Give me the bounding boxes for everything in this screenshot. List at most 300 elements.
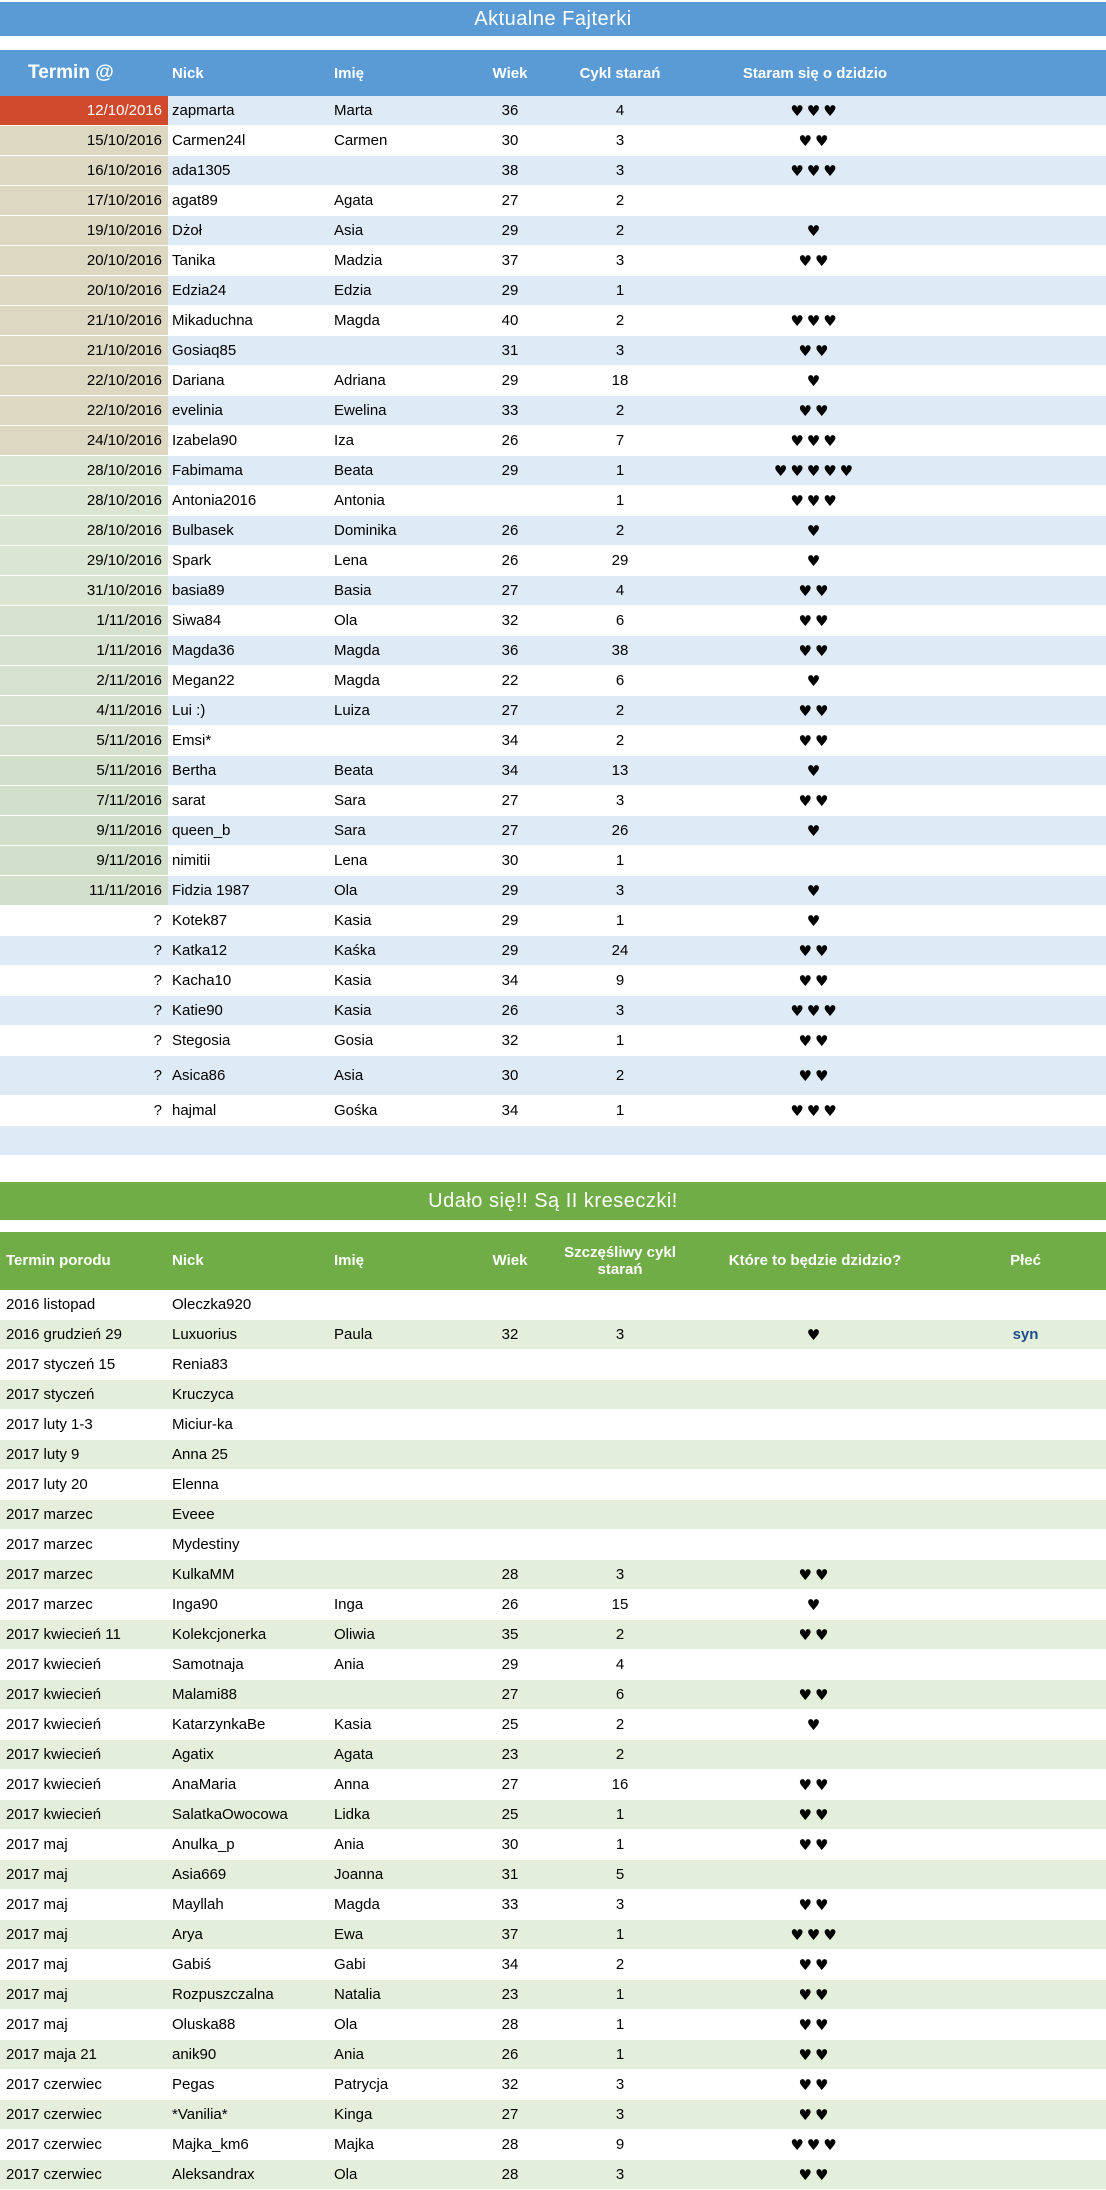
- heart-icons: ♥♥♥: [790, 1925, 840, 1944]
- column-header-plec: Płeć: [1010, 1252, 1041, 1270]
- imie-cell: Edzia: [334, 282, 372, 299]
- wiek-cell: 28: [501, 2136, 519, 2153]
- success-table-body: [0, 1290, 1106, 2190]
- wiek-cell: [465, 1530, 555, 1559]
- cykl-cell: 16: [611, 1776, 629, 1793]
- wiek-cell: 27: [501, 702, 519, 719]
- imie-cell: Magda: [334, 672, 380, 689]
- termin-cell: 2017 marzec: [6, 1506, 93, 1523]
- imie-cell: Lena: [334, 852, 368, 869]
- cykl-cell: 1: [615, 1986, 625, 2003]
- heart-icons: [685, 1126, 945, 1155]
- wiek-cell: 27: [501, 192, 519, 209]
- heart-icons: ♥♥♥♥♥: [773, 461, 857, 480]
- heart-icons: ♥♥: [798, 791, 832, 810]
- plec-cell: [945, 1590, 1106, 1619]
- column-header-szczesliwy-cykl: Szczęśliwy cykl starań: [564, 1243, 676, 1278]
- wiek-cell: 28: [501, 1566, 519, 1583]
- nick-cell: Katka12: [172, 942, 228, 959]
- success-title: Udało się!! Są II kreseczki!: [428, 1189, 678, 1212]
- plec-cell: [945, 1500, 1106, 1529]
- filler-cell: [945, 186, 1106, 215]
- heart-icons: ♥♥: [798, 341, 832, 360]
- success-row: [0, 2010, 1106, 2040]
- cykl-cell: [555, 1410, 685, 1439]
- filler-cell: [945, 1026, 1106, 1055]
- success-row: [0, 2130, 1106, 2160]
- column-header-hearts: Staram się o dzidzio: [742, 64, 888, 82]
- success-row: [0, 1440, 1106, 1470]
- wiek-cell: 40: [501, 312, 519, 329]
- wiek-cell: [465, 1350, 555, 1379]
- fighters-row: [0, 306, 1106, 336]
- success-row: [0, 1950, 1106, 1980]
- nick-cell: [168, 1126, 330, 1155]
- heart-icons: ♥♥: [798, 2045, 832, 2064]
- heart-icons: ♥♥♥: [790, 161, 840, 180]
- wiek-cell: [465, 1380, 555, 1409]
- heart-icons: ♥♥: [798, 1625, 832, 1644]
- imie-cell: Magda: [334, 312, 380, 329]
- wiek-cell: 29: [501, 912, 519, 929]
- plec-cell: [945, 1290, 1106, 1319]
- imie-cell: Joanna: [334, 1866, 384, 1883]
- filler-cell: [945, 966, 1106, 995]
- termin-cell: 1/11/2016: [0, 636, 168, 665]
- wiek-cell: 32: [501, 1326, 519, 1343]
- cykl-cell: 13: [611, 762, 629, 779]
- wiek-cell: 36: [501, 642, 519, 659]
- imie-cell: Marta: [334, 102, 373, 119]
- imie-cell: Basia: [334, 582, 372, 599]
- fighters-row: [0, 246, 1106, 276]
- termin-cell: 2017 maj: [6, 1956, 68, 1973]
- success-row: [0, 1710, 1106, 1740]
- termin-cell: 21/10/2016: [0, 336, 168, 365]
- nick-cell: Dariana: [172, 372, 225, 389]
- heart-icons: [685, 846, 945, 875]
- wiek-cell: 32: [501, 2076, 519, 2093]
- plec-cell: [945, 2100, 1106, 2129]
- cykl-cell: 2: [615, 1067, 625, 1084]
- success-row: [0, 1350, 1106, 1380]
- imie-cell: Agata: [334, 192, 374, 209]
- termin-cell: 2017 kwiecień: [6, 1806, 102, 1823]
- filler-cell: [945, 576, 1106, 605]
- plec-cell: [945, 1710, 1106, 1739]
- heart-icons: ♥♥♥: [790, 491, 840, 510]
- heart-icons: ♥: [806, 881, 824, 900]
- imie-cell: Gabi: [334, 1956, 366, 1973]
- success-row: [0, 1590, 1106, 1620]
- heart-icons: ♥: [806, 371, 824, 390]
- success-row: [0, 1920, 1106, 1950]
- fighters-row: [0, 606, 1106, 636]
- filler-cell: [945, 276, 1106, 305]
- imie-cell: Kasia: [334, 912, 372, 929]
- wiek-cell: 26: [501, 1596, 519, 1613]
- cykl-cell: 1: [615, 2046, 625, 2063]
- heart-icons: ♥: [806, 1715, 824, 1734]
- termin-cell: 2017 maj: [6, 1836, 68, 1853]
- imie-cell: Iza: [334, 432, 355, 449]
- termin-cell: ?: [153, 912, 162, 929]
- imie-cell: Kaśka: [334, 942, 376, 959]
- filler-cell: [945, 756, 1106, 785]
- success-row: [0, 1800, 1106, 1830]
- column-header-cykl: Cykl starań: [579, 64, 661, 82]
- nick-cell: Megan22: [172, 672, 235, 689]
- nick-cell: Arya: [172, 1926, 203, 1943]
- heart-icons: ♥: [806, 221, 824, 240]
- nick-cell: Tanika: [172, 252, 216, 269]
- heart-icons: ♥♥: [798, 131, 832, 150]
- plec-cell: [945, 1440, 1106, 1469]
- gap: [0, 36, 1106, 50]
- success-row: [0, 1770, 1106, 1800]
- filler-cell: [945, 336, 1106, 365]
- wiek-cell: 29: [501, 282, 519, 299]
- imie-cell: Asia: [334, 222, 364, 239]
- termin-cell: 2016 grudzień 29: [6, 1326, 122, 1343]
- heart-icons: ♥: [806, 911, 824, 930]
- cykl-cell: 3: [615, 1566, 625, 1583]
- imie-cell: Gosia: [334, 1032, 374, 1049]
- termin-cell: ?: [153, 1002, 162, 1019]
- filler-cell: [945, 786, 1106, 815]
- cykl-cell: 6: [615, 672, 625, 689]
- plec-cell: [945, 1920, 1106, 1949]
- nick-cell: Izabela90: [172, 432, 238, 449]
- fighters-row: [0, 966, 1106, 996]
- imie-cell: Ania: [334, 1836, 365, 1853]
- imie-cell: Adriana: [334, 372, 386, 389]
- imie-cell: Gośka: [334, 1102, 378, 1119]
- termin-cell: 15/10/2016: [0, 126, 168, 155]
- wiek-cell: [465, 1290, 555, 1319]
- heart-icons: ♥♥: [798, 731, 832, 750]
- success-row: [0, 1980, 1106, 2010]
- nick-cell: Emsi*: [172, 732, 212, 749]
- wiek-cell: 29: [501, 882, 519, 899]
- column-header-imie: Imię: [334, 64, 365, 82]
- nick-cell: nimitii: [172, 852, 211, 869]
- cykl-cell: 3: [615, 342, 625, 359]
- imie-cell: Majka: [334, 2136, 375, 2153]
- plec-cell: syn: [1012, 1326, 1039, 1343]
- success-row: [0, 2100, 1106, 2130]
- filler-cell: [945, 906, 1106, 935]
- termin-cell: 2017 maj: [6, 1926, 68, 1943]
- nick-cell: Siwa84: [172, 612, 222, 629]
- wiek-cell: 31: [501, 1866, 519, 1883]
- termin-cell: 2017 czerwiec: [6, 2106, 102, 2123]
- fighters-title-banner: [0, 2, 1106, 36]
- column-header-nick: Nick: [172, 64, 204, 82]
- cykl-cell: [555, 1350, 685, 1379]
- termin-cell: 9/11/2016: [0, 816, 168, 845]
- heart-icons: ♥♥: [798, 641, 832, 660]
- heart-icons: ♥♥♥: [790, 1101, 840, 1120]
- cykl-cell: 6: [615, 1686, 625, 1703]
- nick-cell: Mikaduchna: [172, 312, 253, 329]
- imie-cell: Anna: [334, 1776, 370, 1793]
- heart-icons: ♥♥: [798, 2075, 832, 2094]
- imie-cell: Ola: [334, 2016, 358, 2033]
- heart-icons: ♥: [806, 821, 824, 840]
- wiek-cell: 23: [501, 1986, 519, 2003]
- imie-cell: Paula: [334, 1326, 373, 1343]
- plec-cell: [945, 1950, 1106, 1979]
- filler-cell: [945, 486, 1106, 515]
- cykl-cell: 3: [615, 2106, 625, 2123]
- imie-cell: Lena: [334, 552, 368, 569]
- nick-cell: Stegosia: [172, 1032, 231, 1049]
- cykl-cell: [555, 1530, 685, 1559]
- nick-cell: Kotek87: [172, 912, 228, 929]
- wiek-cell: [465, 1410, 555, 1439]
- fighters-row: [0, 186, 1106, 216]
- imie-cell: Ola: [334, 612, 358, 629]
- cykl-cell: 1: [615, 1102, 625, 1119]
- cykl-cell: 29: [611, 552, 629, 569]
- plec-cell: [945, 1530, 1106, 1559]
- nick-cell: Pegas: [172, 2076, 215, 2093]
- termin-cell: 2017 luty 9: [6, 1446, 80, 1463]
- plec-cell: [945, 1350, 1106, 1379]
- fighters-row: [0, 96, 1106, 126]
- wiek-cell: 23: [501, 1746, 519, 1763]
- wiek-cell: 28: [501, 2016, 519, 2033]
- plec-cell: [945, 2040, 1106, 2069]
- cykl-cell: [555, 1500, 685, 1529]
- wiek-cell: 27: [501, 582, 519, 599]
- filler-cell: [945, 936, 1106, 965]
- wiek-cell: 27: [501, 1686, 519, 1703]
- spreadsheet: [0, 2, 1106, 2190]
- cykl-cell: 3: [615, 252, 625, 269]
- imie-cell: Ania: [334, 1656, 365, 1673]
- imie-cell: [330, 1290, 465, 1319]
- heart-icons: ♥: [806, 521, 824, 540]
- wiek-cell: 30: [501, 132, 519, 149]
- nick-cell: Asica86: [172, 1067, 226, 1084]
- imie-cell: Agata: [334, 1746, 374, 1763]
- success-row: [0, 1650, 1106, 1680]
- column-header-termin: Termin @: [28, 62, 114, 83]
- success-row: [0, 1890, 1106, 1920]
- filler-cell: [945, 516, 1106, 545]
- termin-cell: 2017 maj: [6, 2016, 68, 2033]
- cykl-cell: 3: [615, 132, 625, 149]
- heart-icons: ♥♥: [798, 1835, 832, 1854]
- nick-cell: Magda36: [172, 642, 235, 659]
- termin-cell: 4/11/2016: [0, 696, 168, 725]
- filler-cell: [945, 1096, 1106, 1125]
- termin-cell: 7/11/2016: [0, 786, 168, 815]
- wiek-cell: 28: [501, 2166, 519, 2183]
- nick-cell: Antonia2016: [172, 492, 257, 509]
- termin-cell: ?: [153, 942, 162, 959]
- nick-cell: hajmal: [172, 1102, 217, 1119]
- plec-cell: [945, 1620, 1106, 1649]
- filler-cell: [945, 996, 1106, 1025]
- heart-icons: ♥♥♥: [790, 101, 840, 120]
- cykl-cell: 1: [615, 912, 625, 929]
- nick-cell: Bulbasek: [172, 522, 234, 539]
- termin-cell: 9/11/2016: [0, 846, 168, 875]
- heart-icons: [685, 1380, 945, 1409]
- imie-cell: Luiza: [334, 702, 370, 719]
- cykl-cell: 3: [615, 2076, 625, 2093]
- nick-cell: Anna 25: [172, 1446, 228, 1463]
- heart-icons: [685, 1410, 945, 1439]
- nick-cell: Mayllah: [172, 1896, 224, 1913]
- heart-icons: ♥: [806, 1595, 824, 1614]
- cykl-cell: 3: [615, 882, 625, 899]
- success-row: [0, 2160, 1106, 2190]
- heart-icons: ♥♥: [798, 1066, 832, 1085]
- wiek-cell: 33: [501, 1896, 519, 1913]
- plec-cell: [945, 1980, 1106, 2009]
- fighters-row: [0, 906, 1106, 936]
- imie-cell: Patrycja: [334, 2076, 389, 2093]
- plec-cell: [945, 2070, 1106, 2099]
- wiek-cell: 26: [501, 552, 519, 569]
- nick-cell: Gabiś: [172, 1956, 212, 1973]
- plec-cell: [945, 1800, 1106, 1829]
- cykl-cell: 6: [615, 612, 625, 629]
- filler-cell: [945, 636, 1106, 665]
- termin-cell: 19/10/2016: [0, 216, 168, 245]
- success-header-row: [0, 1232, 1106, 1290]
- fighters-row: [0, 666, 1106, 696]
- plec-cell: [945, 1410, 1106, 1439]
- plec-cell: [945, 1740, 1106, 1769]
- wiek-cell: 38: [501, 162, 519, 179]
- imie-cell: Dominika: [334, 522, 397, 539]
- heart-icons: ♥♥: [798, 701, 832, 720]
- fighters-row: [0, 426, 1106, 456]
- termin-cell: 5/11/2016: [0, 756, 168, 785]
- nick-cell: Fabimama: [172, 462, 243, 479]
- success-row: [0, 1620, 1106, 1650]
- cykl-cell: [555, 1126, 685, 1155]
- heart-icons: [685, 276, 945, 305]
- cykl-cell: 4: [615, 1656, 625, 1673]
- column-header-termin-porodu: Termin porodu: [6, 1252, 111, 1270]
- termin-cell: 2017 kwiecień: [6, 1686, 102, 1703]
- wiek-cell: 22: [501, 672, 519, 689]
- column-header-filler: [945, 50, 1106, 96]
- fighters-row: [0, 816, 1106, 846]
- fighters-title: Aktualne Fajterki: [474, 7, 632, 30]
- plec-cell: [945, 1770, 1106, 1799]
- wiek-cell: [465, 1126, 555, 1155]
- heart-icons: ♥♥: [798, 1565, 832, 1584]
- filler-cell: [945, 846, 1106, 875]
- heart-icons: [685, 1740, 945, 1769]
- success-title-banner: [0, 1182, 1106, 1220]
- plec-cell: [945, 1560, 1106, 1589]
- termin-cell: 2/11/2016: [0, 666, 168, 695]
- termin-cell: 2017 maj: [6, 1866, 68, 1883]
- termin-cell: ?: [153, 1067, 162, 1084]
- cykl-cell: 2: [615, 1956, 625, 1973]
- imie-cell: Ewa: [334, 1926, 364, 1943]
- success-row: [0, 1410, 1106, 1440]
- plec-cell: [945, 2130, 1106, 2159]
- termin-cell: ?: [153, 972, 162, 989]
- wiek-cell: [465, 1500, 555, 1529]
- wiek-cell: [465, 1470, 555, 1499]
- fighters-row: [0, 1096, 1106, 1126]
- wiek-cell: 34: [501, 1102, 519, 1119]
- termin-cell: 28/10/2016: [0, 516, 168, 545]
- heart-icons: [685, 1860, 945, 1889]
- heart-icons: ♥♥♥: [790, 1001, 840, 1020]
- imie-cell: Asia: [334, 1067, 364, 1084]
- termin-cell: 20/10/2016: [0, 246, 168, 275]
- imie-cell: Antonia: [334, 492, 385, 509]
- heart-icons: ♥♥: [798, 1775, 832, 1794]
- termin-cell: 2017 kwiecień: [6, 1746, 102, 1763]
- cykl-cell: 1: [615, 1926, 625, 1943]
- fighters-row: [0, 846, 1106, 876]
- wiek-cell: 34: [501, 732, 519, 749]
- heart-icons: [685, 1290, 945, 1319]
- cykl-cell: 3: [615, 1002, 625, 1019]
- wiek-cell: 26: [501, 522, 519, 539]
- nick-cell: basia89: [172, 582, 225, 599]
- imie-cell: Ola: [334, 882, 358, 899]
- filler-cell: [945, 606, 1106, 635]
- nick-cell: Kolekcjonerka: [172, 1626, 267, 1643]
- termin-cell: 28/10/2016: [0, 456, 168, 485]
- imie-cell: Madzia: [334, 252, 383, 269]
- termin-cell: [0, 1126, 168, 1155]
- heart-icons: ♥♥: [798, 401, 832, 420]
- wiek-cell: 27: [501, 1776, 519, 1793]
- nick-cell: AnaMaria: [172, 1776, 237, 1793]
- cykl-cell: 2: [615, 312, 625, 329]
- nick-cell: zapmarta: [172, 102, 235, 119]
- filler-cell: [945, 366, 1106, 395]
- filler-cell: [945, 156, 1106, 185]
- success-row: [0, 1500, 1106, 1530]
- fighters-table-body: [0, 96, 1106, 1156]
- nick-cell: Aleksandrax: [172, 2166, 255, 2183]
- heart-icons: ♥♥: [798, 1031, 832, 1050]
- imie-cell: Beata: [334, 762, 374, 779]
- wiek-cell: 32: [501, 612, 519, 629]
- heart-icons: ♥♥: [798, 1685, 832, 1704]
- cykl-cell: 1: [615, 1806, 625, 1823]
- termin-cell: 2017 maj: [6, 1896, 68, 1913]
- cykl-cell: 2: [615, 702, 625, 719]
- success-row: [0, 1560, 1106, 1590]
- wiek-cell: 37: [501, 1926, 519, 1943]
- nick-cell: Lui :): [172, 702, 206, 719]
- success-row: [0, 2040, 1106, 2070]
- nick-cell: Carmen24l: [172, 132, 246, 149]
- imie-cell: [330, 156, 465, 185]
- imie-cell: Magda: [334, 642, 380, 659]
- wiek-cell: 25: [501, 1806, 519, 1823]
- imie-cell: Natalia: [334, 1986, 381, 2003]
- fighters-row: [0, 546, 1106, 576]
- nick-cell: evelinia: [172, 402, 223, 419]
